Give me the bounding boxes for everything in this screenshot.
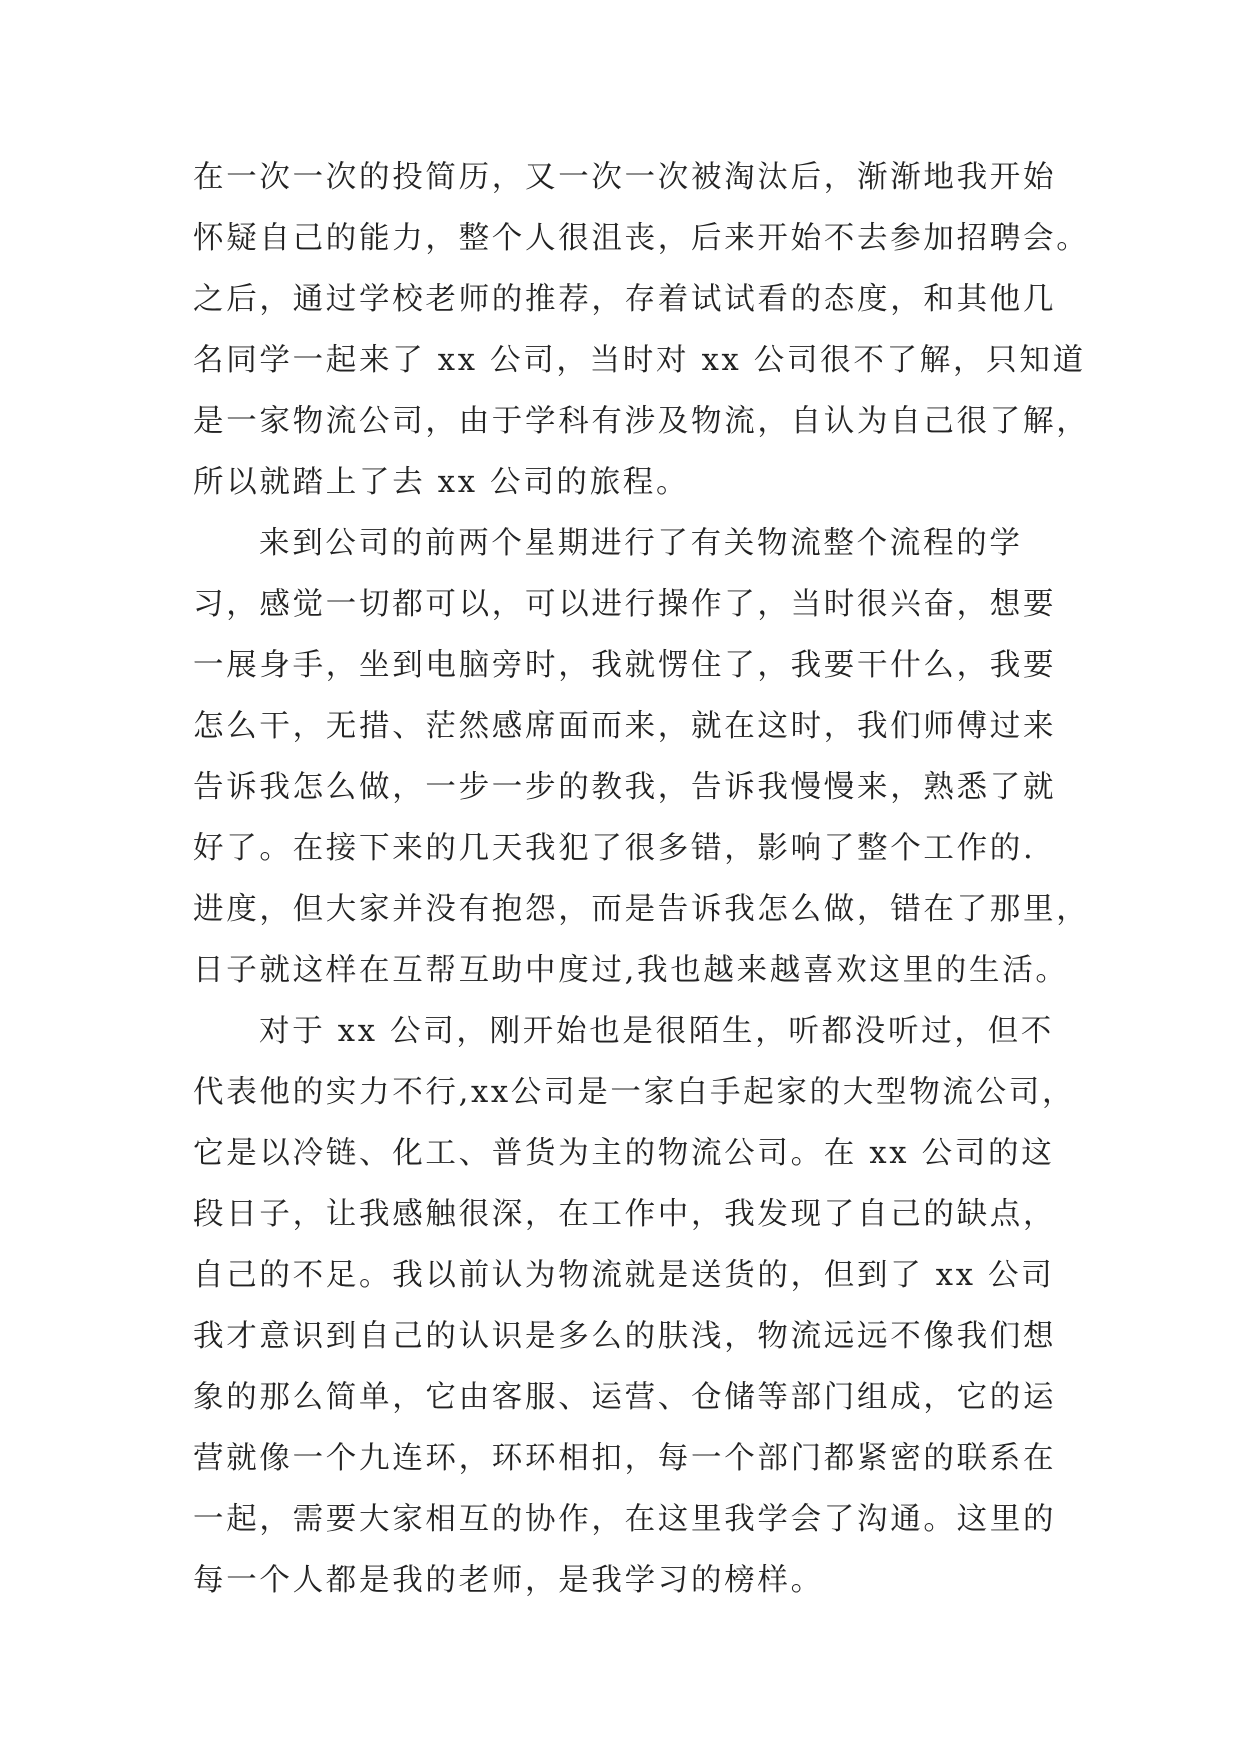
paragraph-2 xyxy=(193,513,1090,1001)
text-line: 对于 xx 公司，刚开始也是很陌生，听都没听过，但不 xyxy=(259,1014,1054,1049)
text-line: 象的那么简单，它由客服、运营、仓储等部门组成，它的运 xyxy=(193,1380,1057,1415)
text-line: 进度，但大家并没有抱怨，而是告诉我怎么做，错在了那里， xyxy=(193,892,1090,927)
paragraph-3 xyxy=(193,1001,1076,1611)
text-line: 怀疑自己的能力，整个人很沮丧，后来开始不去参加招聘会。 xyxy=(193,221,1090,256)
text-line: 告诉我怎么做，一步一步的教我，告诉我慢慢来，熟悉了就 xyxy=(193,770,1057,805)
paragraph-1 xyxy=(193,147,1090,513)
text-line: 自己的不足。我以前认为物流就是送货的，但到了 xx 公司 xyxy=(193,1258,1055,1293)
text-line: 在一次一次的投简历，又一次一次被淘汰后，渐渐地我开始 xyxy=(193,160,1057,195)
text-line: 代表他的实力不行,xx公司是一家白手起家的大型物流公司， xyxy=(193,1075,1076,1110)
text-line: 好了。在接下来的几天我犯了很多错，影响了整个工作的. xyxy=(193,831,1036,866)
text-line: 日子就这样在互帮互助中度过,我也越来越喜欢这里的生活。 xyxy=(193,953,1069,988)
text-line: 段日子，让我感触很深，在工作中，我发现了自己的缺点， xyxy=(193,1197,1057,1232)
text-line: 所以就踏上了去 xx 公司的旅程。 xyxy=(193,465,690,500)
text-line: 习，感觉一切都可以，可以进行操作了，当时很兴奋，想要 xyxy=(193,587,1057,622)
text-line: 一起，需要大家相互的协作，在这里我学会了沟通。这里的 xyxy=(193,1502,1057,1537)
text-line: 一展身手，坐到电脑旁时，我就愣住了，我要干什么，我要 xyxy=(193,648,1057,683)
text-line: 之后，通过学校老师的推荐，存着试试看的态度，和其他几 xyxy=(193,282,1057,317)
text-line: 它是以冷链、化工、普货为主的物流公司。在 xx 公司的这 xyxy=(193,1136,1055,1171)
body-text xyxy=(193,147,1090,1611)
text-line: 来到公司的前两个星期进行了有关物流整个流程的学 xyxy=(259,526,1023,561)
text-line: 是一家物流公司，由于学科有涉及物流，自认为自己很了解， xyxy=(193,404,1090,439)
text-line: 怎么干，无措、茫然感席面而来，就在这时，我们师傅过来 xyxy=(193,709,1057,744)
text-line: 每一个人都是我的老师，是我学习的榜样。 xyxy=(193,1563,824,1598)
text-line: 名同学一起来了 xx 公司，当时对 xx 公司很不了解，只知道 xyxy=(193,343,1086,378)
text-line: 我才意识到自己的认识是多么的肤浅，物流远远不像我们想 xyxy=(193,1319,1057,1354)
text-line: 营就像一个九连环，环环相扣，每一个部门都紧密的联系在 xyxy=(193,1441,1057,1476)
